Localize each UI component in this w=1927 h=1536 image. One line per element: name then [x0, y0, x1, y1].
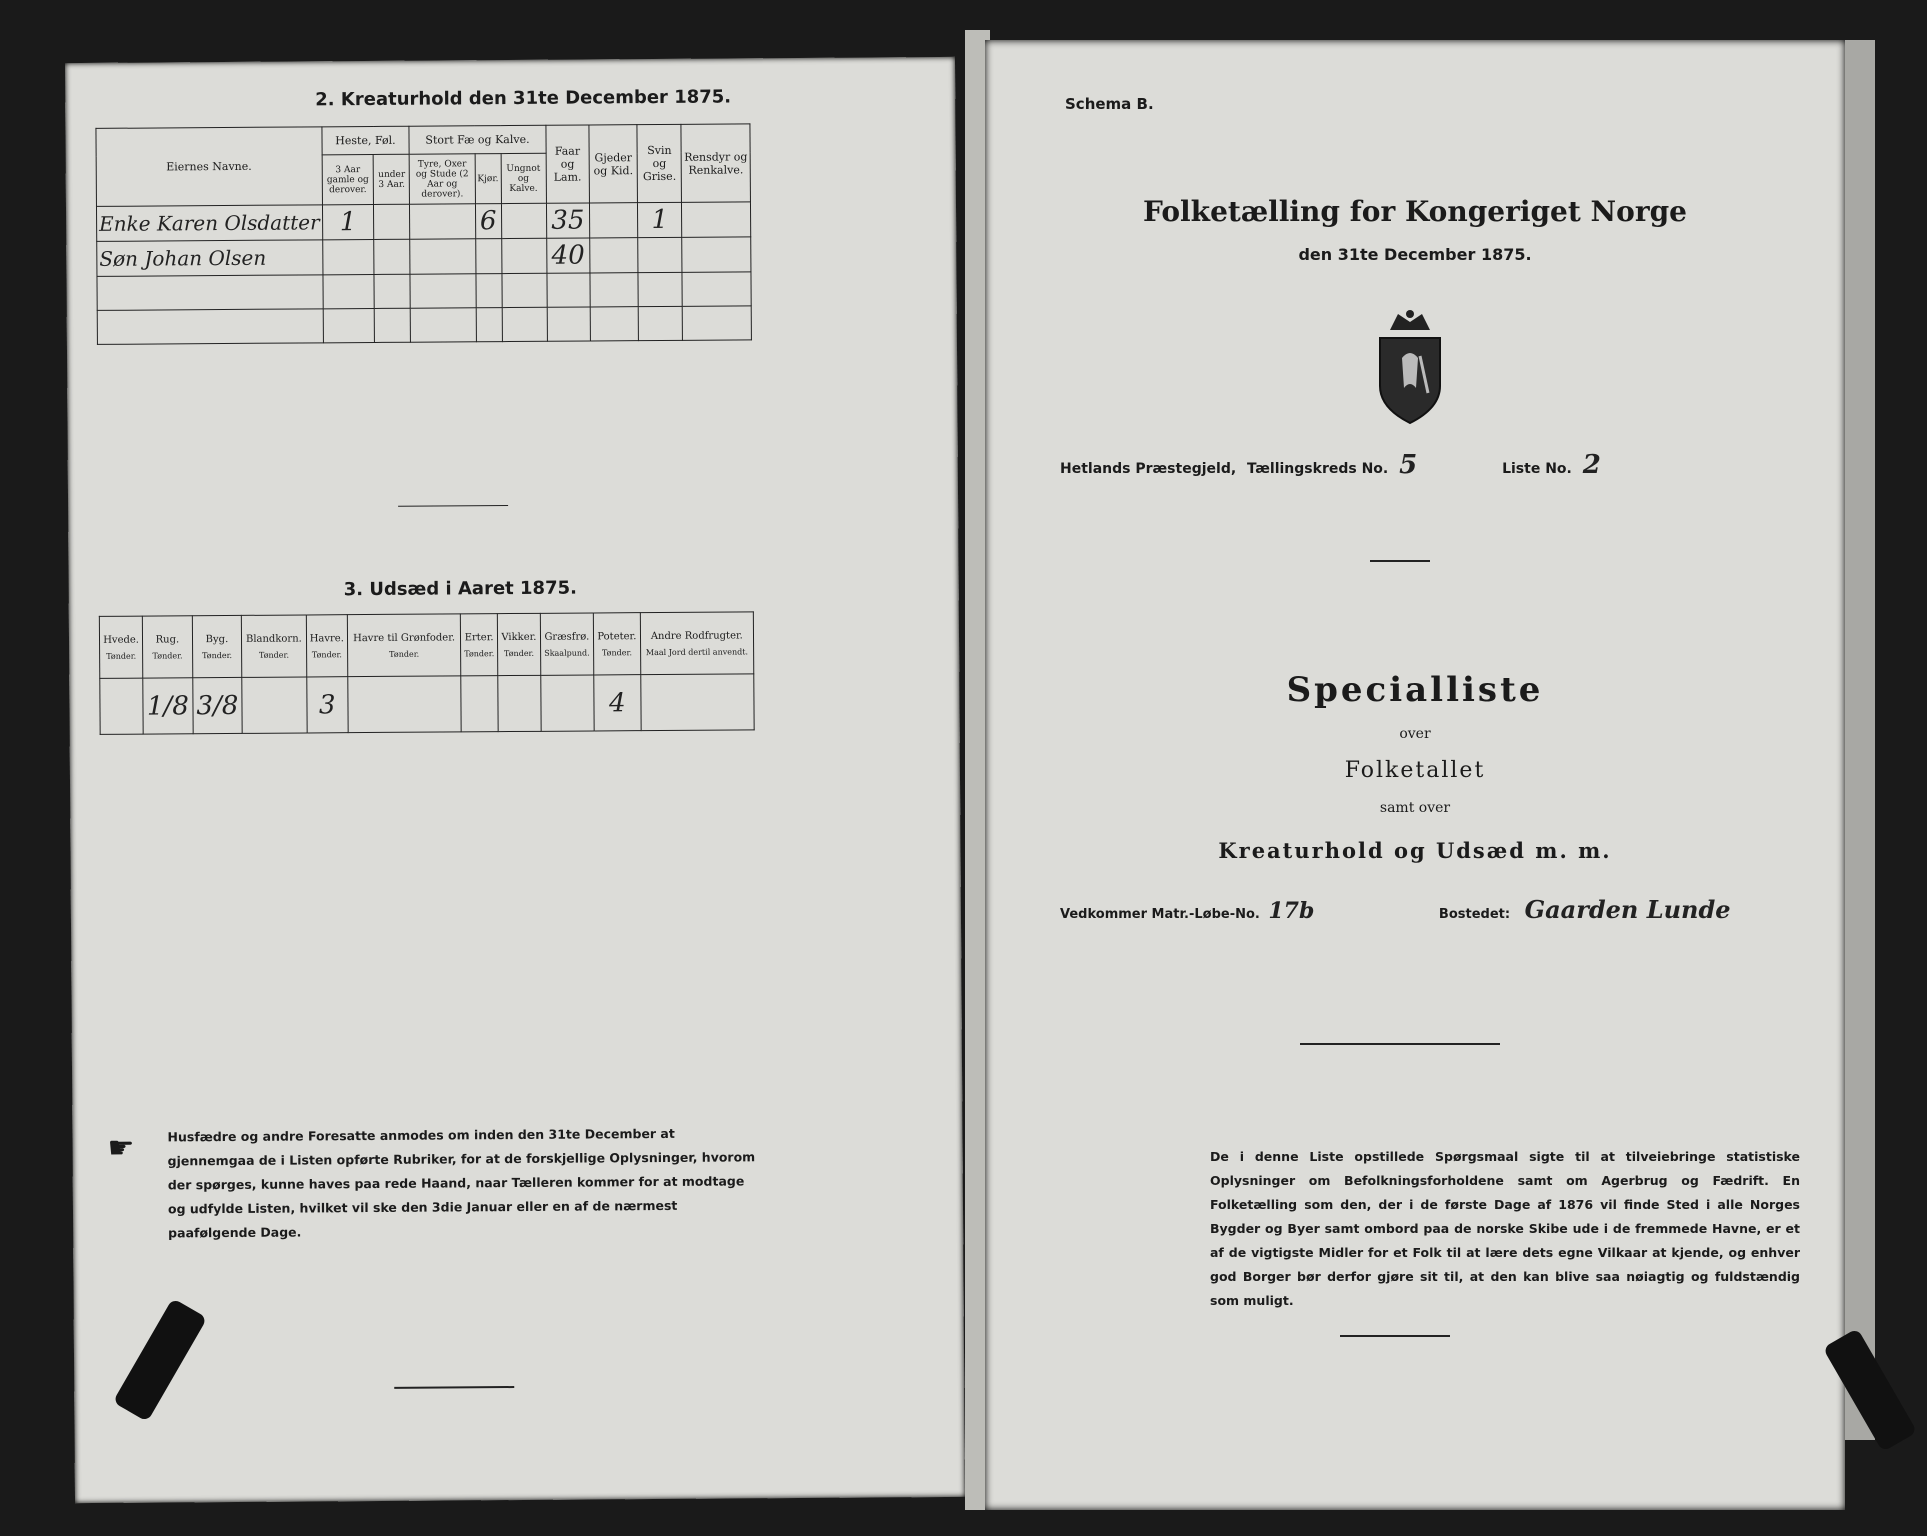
matr-label: Vedkommer Matr.-Løbe-No. [1060, 907, 1260, 922]
sowing-header-name: Havre til Grønfoder. [353, 631, 456, 644]
svin-header: Svin og Grise. [637, 124, 682, 202]
sowing-header-unit: Skaalpund. [544, 647, 590, 658]
sowing-header-unit: Tønder. [464, 648, 495, 658]
cell-gjeder [590, 238, 638, 273]
sowing-header-name: Erter. [464, 631, 494, 643]
schema-label: Schema B. [1065, 95, 1154, 113]
divider [1340, 1335, 1450, 1337]
owner-header: Eiernes Navne. [96, 127, 322, 207]
sowing-header-unit: Tønder. [202, 650, 233, 660]
left-page [65, 57, 965, 1503]
sowing-header [540, 613, 594, 675]
sowing-header-name: Havre. [309, 632, 344, 644]
sowing-value [640, 674, 754, 731]
sowing-header-name: Byg. [205, 633, 229, 645]
stort-a-header: Tyre, Oxer og Stude (2 Aar og derover). [409, 154, 475, 204]
document-date: den 31te December 1875. [1298, 245, 1532, 264]
stort-c-header: Ungnot og Kalve. [501, 153, 546, 203]
heste-header: Heste, Føl. [321, 126, 409, 155]
stort-b-header: Kjør. [475, 154, 501, 204]
sowing-table [99, 611, 755, 735]
cell-kjor: 6 [475, 204, 501, 239]
sowing-header-name: Græsfrø. [544, 630, 590, 643]
parish-line [1060, 450, 1601, 480]
info-paragraph: De i denne Liste opstillede Spørgsmaal sigte til at tilveiebringe statistiske Oplysninger om Befolkningsforholdene samt om Agerbrug og Fædrift. En Folketælling som den, der i de første Dage af 1876 vil finde Sted i alle Norges Bygder og Byer samt ombord paa de norske Skibe ude i de fremmede Havne, er et af de vigtigste Midler for et Folk til at lære dets egne Vilkaar at kjende, og enhver god Borger bør derfor gjøre sit til, at den kan blive saa nøiagtig og fuldstændig som muligt. [1210, 1149, 1800, 1308]
liste-label: Liste No. [1502, 461, 1572, 477]
sowing-value: 3/8 [192, 677, 242, 733]
cell-ungnot [501, 203, 546, 238]
coat-of-arms-icon [1370, 308, 1450, 428]
sowing-header-name: Andre Rodfrugter. [650, 629, 743, 642]
sowing-header-unit: Tønder. [106, 651, 137, 661]
cell-heste-b [374, 239, 410, 274]
cell-rensdyr [682, 237, 751, 272]
gjeder-header: Gjeder og Kid. [589, 125, 638, 203]
right-page [985, 40, 1845, 1510]
footnote: Husfædre og andre Foresatte anmodes om inden den 31te December at gjennemgaa de i Listen opførte Rubriker, for at de forskjellige Oplysninger, hvorom der spørges, kunne haves paa rede Haand, naar Tælleren kommer for at modtage og udfylde Listen, hvilket vil ske den 3die Januar eller en af de nærmest paafølgende Dage. [167, 1125, 756, 1241]
cell-svin: 1 [638, 202, 682, 237]
folketallet-text: Folketallet [1344, 758, 1486, 783]
table-row [97, 272, 751, 311]
sowing-header [142, 616, 192, 678]
parish-label: Hetlands Præstegjeld, [1060, 461, 1237, 477]
cell-stort-a [410, 239, 476, 274]
divider [398, 505, 508, 507]
sowing-header [306, 615, 348, 677]
sowing-value [498, 675, 541, 731]
stort-header: Stort Fæ og Kalve. [409, 125, 546, 154]
table-row [97, 306, 751, 345]
sowing-value: 1/8 [143, 678, 193, 734]
cell-heste-b [374, 204, 410, 239]
cell-heste-a [322, 239, 374, 274]
heste-b-header: under 3 Aar. [374, 154, 410, 204]
sowing-value: 3 [306, 677, 348, 733]
sowing-header [192, 615, 242, 677]
owner-name: Enke Karen Olsdatter [96, 205, 322, 242]
pointing-hand-icon: ☛ [107, 1130, 135, 1166]
sowing-header-name: Vikker. [501, 631, 537, 643]
specialliste-heading: Specialliste [1286, 670, 1544, 710]
sowing-header [242, 615, 307, 677]
matr-value: 17b [1268, 898, 1315, 924]
sowing-header [99, 616, 143, 678]
table-row [97, 237, 751, 277]
bosted-label: Bostedet: [1438, 907, 1511, 922]
sowing-header-name: Hvede. [103, 634, 140, 646]
sowing-header [347, 614, 461, 677]
over-text: over [1399, 726, 1431, 742]
sowing-header-unit: Tønder. [152, 650, 183, 661]
divider [1370, 560, 1430, 562]
rensdyr-header: Rensdyr og Renkalve. [681, 124, 750, 202]
sowing-header-name: Poteter. [597, 630, 637, 642]
cell-ungnot [501, 238, 546, 273]
matr-line [1060, 895, 1731, 924]
sowing-value [348, 676, 461, 733]
cell-faar: 35 [546, 203, 590, 238]
sowing-header [460, 614, 497, 676]
sowing-header-unit: Tønder. [258, 650, 290, 660]
cell-heste-a: 1 [322, 204, 374, 239]
sowing-value: 4 [594, 675, 641, 731]
cell-faar: 40 [546, 238, 590, 273]
table-row [96, 202, 750, 242]
divider [1300, 1043, 1500, 1045]
sowing-header-name: Blandkorn. [245, 632, 302, 645]
divider [394, 1386, 514, 1389]
sowing-header-unit: Tønder. [503, 648, 535, 658]
cell-rensdyr [682, 202, 751, 237]
sowing-header-unit: Tønder. [601, 647, 633, 657]
faar-header: Faar og Lam. [546, 125, 590, 203]
cell-stort-a [410, 204, 476, 239]
sowing-header-unit: Tønder. [389, 649, 420, 659]
sowing-header-name: Rug. [155, 633, 180, 646]
heste-a-header: 3 Aar gamle og derover. [322, 154, 374, 204]
kreds-label: Tællingskreds No. [1247, 461, 1389, 477]
sowing-header-unit: Tønder. [311, 649, 342, 659]
sowing-header [497, 613, 540, 675]
cell-kjor [475, 239, 501, 274]
sowing-value [100, 678, 144, 734]
section3-title: 3. Udsæd i Aaret 1875. [343, 577, 578, 601]
kreds-value: 5 [1399, 450, 1418, 480]
section2-title: 2. Kreaturhold den 31te December 1875. [315, 86, 732, 111]
cell-gjeder [590, 203, 638, 238]
cell-svin [638, 237, 682, 272]
owner-name: Søn Johan Olsen [97, 240, 323, 277]
livestock-table [95, 123, 751, 345]
kreaturhold-text: Kreaturhold og Udsæd m. m. [1218, 838, 1612, 863]
samt-over-text: samt over [1379, 800, 1451, 816]
page-edge [1845, 40, 1875, 1440]
document-title: Folketælling for Kongeriget Norge [1143, 195, 1687, 228]
sowing-value [461, 676, 498, 732]
sowing-header [593, 613, 640, 675]
sowing-header-unit: Maal Jord dertil anvendt. [645, 646, 749, 657]
bosted-value: Gaarden Lunde [1524, 895, 1731, 924]
liste-value: 2 [1582, 450, 1601, 480]
sowing-value [242, 677, 307, 733]
sowing-value [540, 675, 594, 731]
sowing-header [640, 612, 754, 675]
